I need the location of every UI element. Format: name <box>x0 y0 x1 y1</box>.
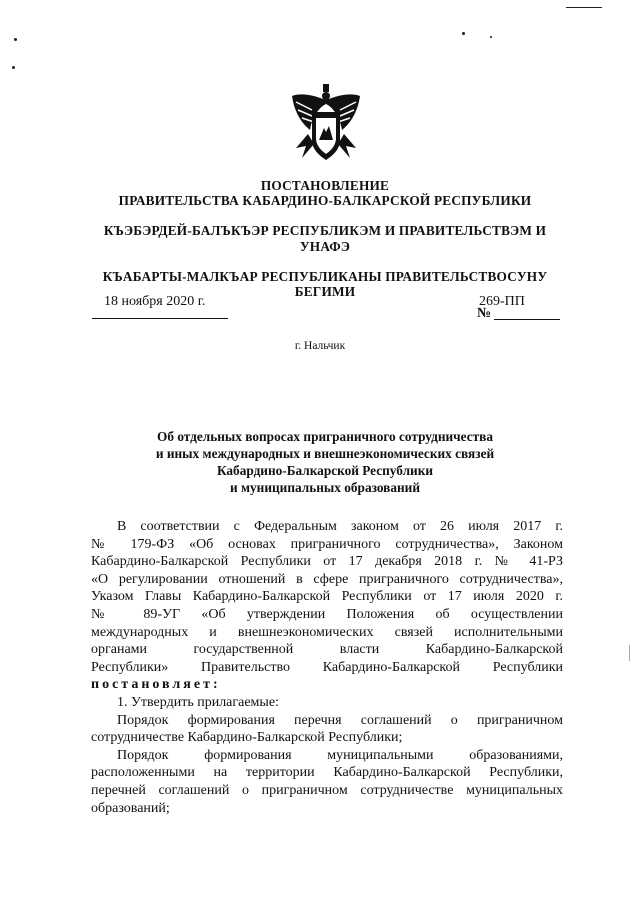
title-line: и иных международных и внешнеэкономических связей <box>155 446 495 461</box>
issuer-name-kabardian-line-2: УНАФЭ <box>299 239 351 254</box>
body-line: образований; <box>91 800 170 816</box>
issuer-name-kabardian-line-1: КЪЭБЭРДЕЙ-БАЛЪКЪЭР РЕСПУБЛИКЭМ И ПРАВИТЕЛЬСТВЭМ И <box>103 223 547 238</box>
body-line: № 179-ФЗ «Об основах приграничного сотрудничества», Законом <box>91 536 563 552</box>
coat-of-arms-emblem <box>288 82 364 164</box>
issuer-name-balkar-line-1: КЪАБАРТЫ-МАЛКЪАР РЕСПУБЛИКАНЫ ПРАВИТЕЛЬСТВОСУНУ <box>102 269 548 284</box>
issuer-name-russian: ПРАВИТЕЛЬСТВА КАБАРДИНО-БАЛКАРСКОЙ РЕСПУБЛИКИ <box>118 193 532 208</box>
title-line: Кабардино-Балкарской Республики <box>216 463 434 478</box>
document-date: 18 ноября 2020 г. <box>104 294 206 309</box>
body-line: Порядок формирования перечня соглашений о приграничном <box>117 712 563 728</box>
document-type-heading: ПОСТАНОВЛЕНИЕ <box>260 178 390 193</box>
document-number: 269-ПП <box>479 294 525 309</box>
number-underline <box>494 319 560 320</box>
scan-speck <box>490 36 492 38</box>
body-line: «О регулировании отношений в сфере приграничного сотрудничества», <box>91 571 563 587</box>
number-sign: № <box>477 306 492 321</box>
scan-speck <box>14 38 17 41</box>
body-line: Республики» Правительство Кабардино-Балкарской Республики <box>91 659 563 675</box>
scan-speck <box>12 66 15 69</box>
body-line: 1. Утвердить прилагаемые: <box>117 694 279 710</box>
body-line: сотрудничестве Кабардино-Балкарской Республики; <box>91 730 403 746</box>
body-line: органами государственной власти Кабардино-Балкарской <box>91 642 563 658</box>
scan-side-mark <box>629 645 630 661</box>
body-line: В соответствии с Федеральным законом от 26 июля 2017 г. <box>117 519 563 534</box>
scan-speck <box>462 32 465 35</box>
body-line: международных и внешнеэкономических связей исполнительными <box>91 624 563 640</box>
document-body <box>91 518 563 817</box>
body-line: № 89-УГ «Об утверждении Положения об осуществлении <box>91 606 563 622</box>
title-line: Об отдельных вопросах приграничного сотрудничества <box>157 429 493 444</box>
body-line: Указом Главы Кабардино-Балкарской Республики от 17 июля 2020 г. <box>91 589 563 605</box>
title-line: и муниципальных образований <box>229 480 420 495</box>
body-line: перечней соглашений о приграничном сотрудничестве муниципальных <box>91 782 563 798</box>
body-line: Кабардино-Балкарской Республики от 17 декабря 2018 г. № 41-РЗ <box>91 554 563 570</box>
body-line: Порядок формирования муниципальными образованиями, <box>117 747 563 763</box>
issue-city: г. Нальчик <box>294 340 346 352</box>
scan-top-rule <box>566 7 602 8</box>
document-title <box>110 428 540 496</box>
body-line-resolves: постановляет: <box>91 677 221 693</box>
date-underline <box>92 318 228 319</box>
body-line: расположенными на территории Кабардино-Балкарской Республики, <box>91 765 563 781</box>
issuer-name-balkar-line-2: БЕГИМИ <box>294 284 356 299</box>
